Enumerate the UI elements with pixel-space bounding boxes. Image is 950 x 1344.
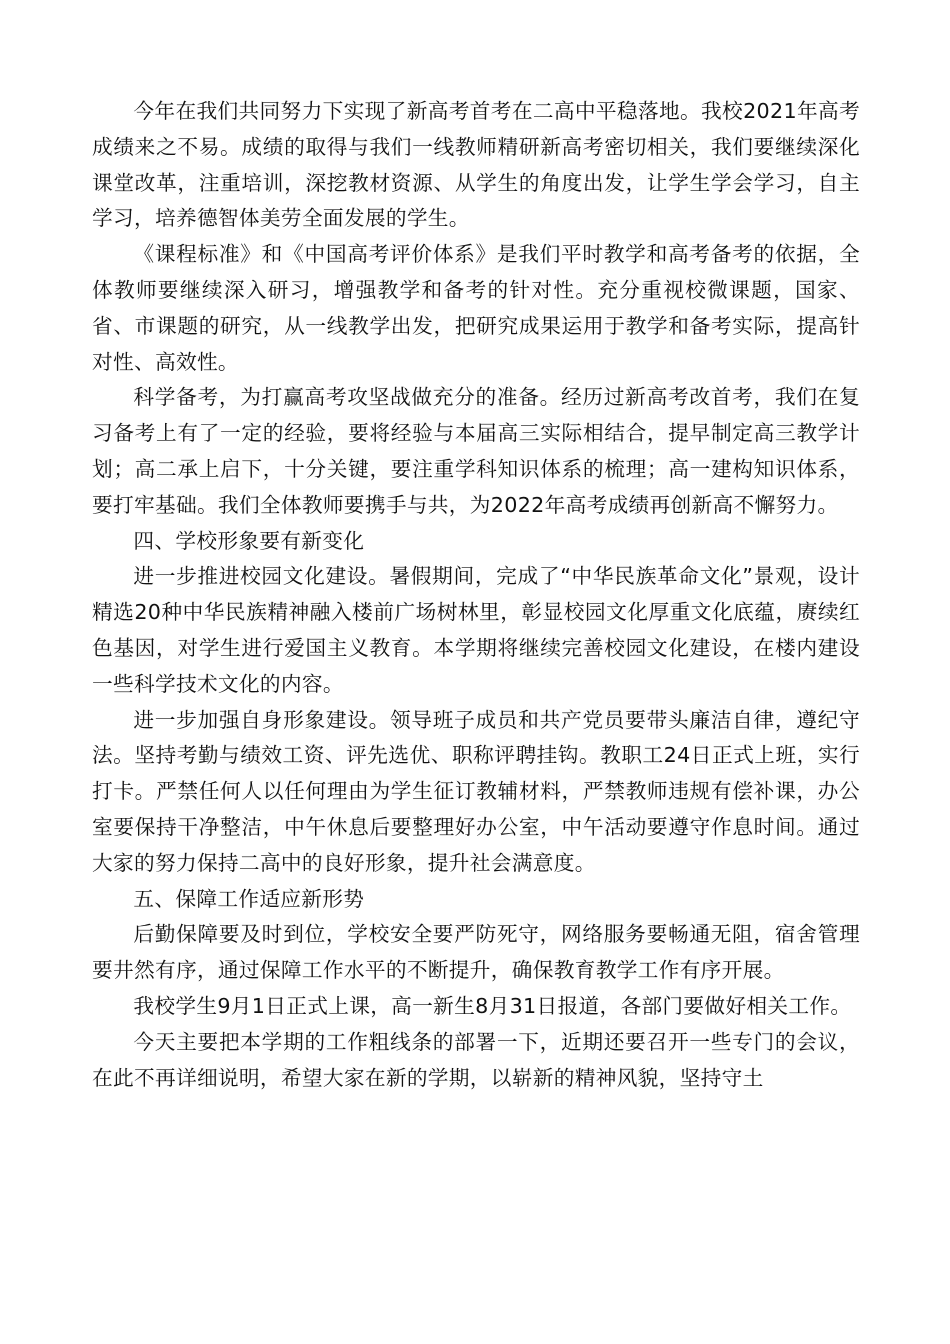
paragraph-gaokao-results: 今年在我们共同努力下实现了新高考首考在二高中平稳落地。我校2021年高考成绩来之不易。成绩的取得与我们一线教师精研新高考密切相关，我们要继续深化课堂改革，注重培训，深挖教材资源、从学生的角度出发，让学生学会学习，自主学习，培养德智体美劳全面发展的学生。 — [92, 99, 860, 231]
paragraph-closing: 今天主要把本学期的工作粗线条的部署一下，近期还要召开一些专门的会议，在此不再详细说明，希望大家在新的学期，以崭新的精神风貌，坚持守土 — [92, 1029, 860, 1090]
section-heading-school-image: 四、学校形象要有新变化 — [133, 528, 365, 553]
paragraph-self-image: 进一步加强自身形象建设。领导班子成员和共产党员要带头廉洁自律，遵纪守法。坚持考勤与绩效工资、评先选优、职称评聘挂钩。教职工24日正式上班，实行打卡。严禁任何人以任何理由为学生征订教辅材料，严禁教师违规有偿补课，办公室要保持干净整洁，中午休息后要整理好办公室，中午活动要遵守作息时间。通过大家的努力保持二高中的良好形象，提升社会满意度。 — [92, 707, 860, 875]
paragraph-campus-culture: 进一步推进校园文化建设。暑假期间，完成了“中华民族革命文化”景观，设计精选20种中华民族精神融入楼前广场树林里，彰显校园文化厚重文化底蕴，赓续红色基因，对学生进行爱国主义教育。本学期将继续完善校园文化建设，在楼内建设一些科学技术文化的内容。 — [92, 564, 860, 696]
paragraph-logistics: 后勤保障要及时到位，学校安全要严防死守，网络服务要畅通无阻，宿舍管理要井然有序，通过保障工作水平的不断提升，确保教育教学工作有序开展。 — [92, 922, 860, 983]
section-heading-support-work: 五、保障工作适应新形势 — [133, 886, 365, 911]
paragraph-scientific-preparation: 科学备考，为打赢高考攻坚战做充分的准备。经历过新高考改首考，我们在复习备考上有了一定的经验，要将经验与本届高三实际相结合，提早制定高三教学计划；高二承上启下，十分关键，要注重学科知识体系的梳理；高一建构知识体系，要打牢基础。我们全体教师要携手与共，为2022年高考成绩再创新高不懈努力。 — [92, 385, 860, 517]
paragraph-school-start: 我校学生9月1日正式上课，高一新生8月31日报道，各部门要做好相关工作。 — [133, 993, 852, 1018]
document-page — [92, 94, 860, 1096]
paragraph-curriculum-standards: 《课程标准》和《中国高考评价体系》是我们平时教学和高考备考的依据，全体教师要继续深入研习，增强教学和备考的针对性。充分重视校微课题，国家、省、市课题的研究，从一线教学出发，把研究成果运用于教学和备考实际，提高针对性、高效性。 — [92, 242, 860, 374]
